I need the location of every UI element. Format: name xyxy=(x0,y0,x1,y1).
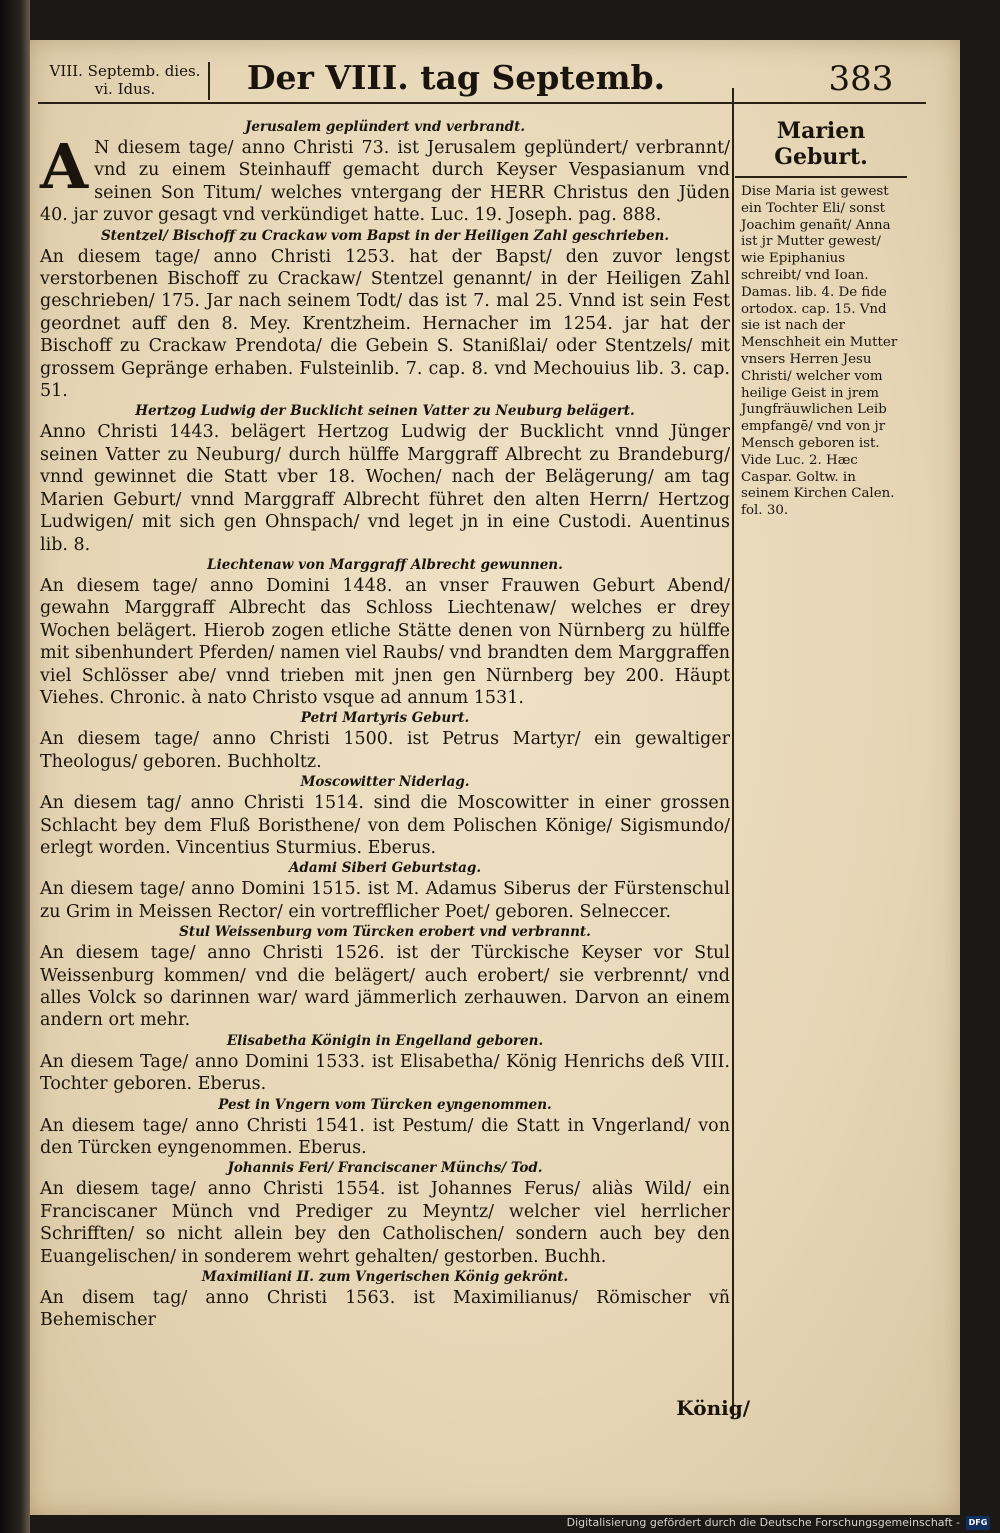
dfg-logo xyxy=(966,1516,990,1530)
entry xyxy=(40,859,730,923)
entry-heading: Johannis Feri/ Franciscaner Münchs/ Tod. xyxy=(227,1160,543,1177)
entry-heading: Petri Martyris Geburt. xyxy=(300,710,470,727)
entry xyxy=(40,1096,730,1160)
page-header xyxy=(36,58,926,102)
entry-heading: Maximiliani II. zum Vngerischen König gekrönt. xyxy=(201,1269,569,1286)
entry-heading: Pest in Vngern vom Türcken eyngenommen. xyxy=(218,1096,552,1113)
entry-text: An diesem tage/ anno Domini 1515. ist M. Adamus Siberus der Fürstenschul zu Grim in Meissen Rector/ ein vortrefflicher Poet/ geboren. Selneccer. xyxy=(40,879,730,922)
entry-text: An diesem tage/ anno Domini 1448. an vnser Frauwen Geburt Abend/ gewahn Marggraff Albrecht das Schloss Liechtenaw/ welches er drey Wochen belägert. Hierob zogen etliche Stätte denen von Nürnberg zu hülffe mit sibenhundert Pferden/ namen viel Raubs/ vnd brandten dem Marggraffen viel Schlösser abe/ vnnd trieben mit jnen gen Nürnberg bey 200. Häupt Viehes. Chronic. à nato Christo vsque ad annum 1531. xyxy=(40,575,730,708)
book-page xyxy=(30,40,960,1515)
entry-text: An diesem Tage/ anno Domini 1533. ist Elisabetha/ König Henrichs deß VIII. Tochter geboren. Eberus. xyxy=(40,1051,730,1095)
entry-heading: Adami Siberi Geburtstag. xyxy=(288,860,482,877)
entry-heading: Elisabetha Königin in Engelland geboren. xyxy=(226,1032,544,1049)
entry-text: AN diesem tage/ anno Christi 73. ist Jerusalem geplündert/ verbrannt/ vnd zu einem Steinhauff gemacht durch Keyser Vespasianum vnd seinen Son Titum/ welches vntergang der HERR Christus den Jüden 40. jar zuvor gesagt vnd verkündiget hatte. Luc. 19. Joseph. pag. 888. xyxy=(40,130,730,226)
main-column xyxy=(40,118,730,1332)
marginal-note xyxy=(735,118,907,520)
marginal-note-text: Dise Maria ist gewest ein Tochter Eli/ sonst Joachim genañt/ Anna ist jr Mutter gewest/ wie Epiphanius schreibt/ vnd Ioan. Damas. lib. 4. De fide ortodox. cap. 15. Vnd sie ist nach der Menschheit ein Mutter vnsers Herren Jesu Christi/ welcher vom heilige Geist in jrem Jungfräuwlichen Leib empfangē/ vnd von jr Mensch geboren ist. Vide Luc. 2. Hæc Caspar. Goltw. in seinem Kirchen Calen. fol. 30. xyxy=(741,184,898,519)
marginal-note-title: Marien Geburt. xyxy=(735,118,907,178)
entry-heading: Stul Weissenburg vom Türcken erobert vnd verbrannt. xyxy=(179,924,591,941)
entry xyxy=(40,556,730,709)
entry-text: An diesem tag/ anno Christi 1514. sind die Moscowitter in einer grossen Schlacht bey dem Fluß Boristhene/ von dem Polischen Könige/ Sigismundo/ erlegt worden. Vincentius Sturmius. Eberus. xyxy=(40,793,730,858)
entry-text: An diesem tage/ anno Christi 1253. hat der Bapst/ den zuvor lengst verstorbenen Bischoff zu Crackaw/ Stentzel genannt/ in der Heiligen Zahl geschrieben/ 175. Jar nach seinem Todt/ das ist 7. mal 25. Vnnd ist sein Fest geordnet auff den 8. Mey. Krentzheim. Hernacher im 1254. jar hat der Bischoff zu Crackaw Prendota/ die Gebein S. Stanißlai/ oder Stentzels/ mit grossem Gepränge erhaben. Fulsteinlib. 7. cap. 8. vnd Mechouius lib. 3. cap. 51. xyxy=(40,246,730,402)
entry xyxy=(40,227,730,403)
header-date-label xyxy=(40,62,210,98)
entry xyxy=(40,1032,730,1096)
entry xyxy=(40,773,730,859)
entry-heading: Hertzog Ludwig der Bucklicht seinen Vatter zu Neuburg belägert. xyxy=(135,403,635,420)
entry xyxy=(40,118,730,227)
entry-text: An diesem tage/ anno Christi 1554. ist Johannes Ferus/ aliàs Wild/ ein Franciscaner Münch vnd Prediger zu Meyntz/ welcher viel herrlicher Schrifften/ so nicht allein bey den Catholischen/ sondern auch bey den Euangelischen/ in sonderem wehrt gehalten/ gestorben. Buchh. xyxy=(40,1179,730,1267)
column-divider xyxy=(732,88,734,1418)
entry xyxy=(40,402,730,555)
header-divider xyxy=(208,62,210,100)
entry-text: An diesem tage/ anno Christi 1541. ist Pestum/ die Statt in Vngerland/ von den Türcken eyngenommen. Eberus. xyxy=(40,1115,730,1159)
entry-heading: Liechtenaw von Marggraff Albrecht gewunnen. xyxy=(207,556,563,573)
entry-heading: Moscowitter Niderlag. xyxy=(300,774,470,791)
entry-text: An diesem tage/ anno Christi 1500. ist Petrus Martyr/ ein gewaltiger Theologus/ geboren. Buchholtz. xyxy=(40,729,730,772)
catchword: König/ xyxy=(676,1396,750,1420)
header-rule xyxy=(38,102,926,104)
page-number: 383 xyxy=(828,59,894,99)
entry-text: An disem tag/ anno Christi 1563. ist Maximilianus/ Römischer vñ Behemischer xyxy=(40,1288,730,1331)
entry xyxy=(40,709,730,773)
entry xyxy=(40,1159,730,1268)
dfg-logo-text: DFG xyxy=(968,1518,988,1527)
page-title: Der VIII. tag Septemb. xyxy=(246,58,666,97)
book-gutter-shadow xyxy=(0,0,30,1533)
entry-text: An diesem tage/ anno Christi 1526. ist der Türckische Keyser vor Stul Weissenburg kommen/ vnd die belägert/ auch erobert/ sie verbrennt/ vnd alles Volck so darinnen war/ ward jämmerlich zerhauwen. Darvon an einem andern ort mehr. xyxy=(40,943,730,1031)
entry xyxy=(40,923,730,1032)
entry-text: Anno Christi 1443. belägert Hertzog Ludwig der Bucklicht vnnd Jünger seinen Vatter zu Neuburg/ durch hülffe Marggraff Albrecht zu Brandeburg/ vnnd gewinnet die Statt vber 18. Wochen/ nach der Belägerung/ am tag Marien Geburt/ vnnd Marggraff Albrecht führet den alten Herrn/ Hertzog Ludwigen/ mit sich gen Ohnspach/ vnd leget jn in eine Custodi. Auentinus lib. 8. xyxy=(40,422,730,555)
entry-heading: Stentzel/ Bischoff zu Crackaw vom Bapst in der Heiligen Zahl geschrieben. xyxy=(100,227,670,244)
header-date-line-1: VIII. Septemb. dies. xyxy=(49,62,201,80)
header-date-line-2: vi. Idus. xyxy=(94,80,156,98)
entry-heading: Jerusalem geplündert vnd verbrandt. xyxy=(244,119,526,135)
footer-bar xyxy=(0,1515,1000,1533)
entry xyxy=(40,1268,730,1332)
footer-credit: Digitalisierung gefördert durch die Deutsche Forschungsgemeinschaft - xyxy=(566,1516,960,1529)
